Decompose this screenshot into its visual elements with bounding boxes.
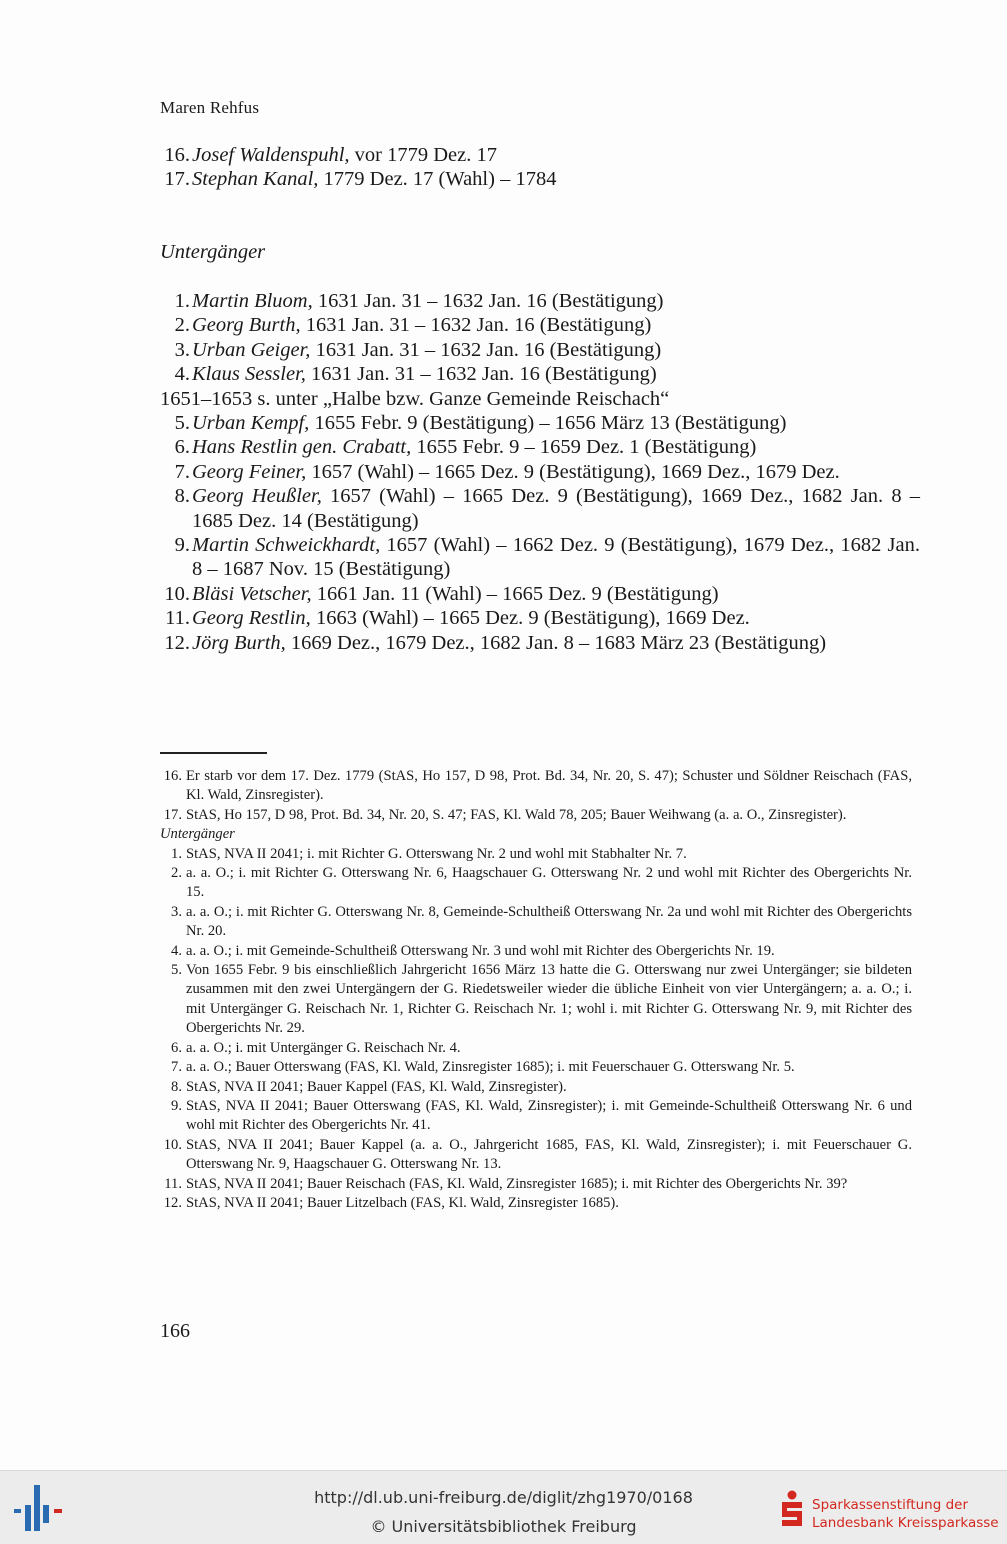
- item-number: 3.: [174, 338, 190, 361]
- footnote-text: StAS, NVA II 2041; i. mit Richter G. Otterswang Nr. 2 und wohl mit Stabhalter Nr. 7.: [186, 845, 687, 862]
- list-item: [160, 631, 920, 655]
- item-dates: 1631 Jan. 31 – 1632 Jan. 16 (Bestätigung): [312, 290, 664, 312]
- person-name: Josef Waldenspuhl,: [192, 144, 350, 166]
- list-item: [160, 338, 920, 362]
- footnote-text: a. a. O.; Bauer Otterswang (FAS, Kl. Wald, Zinsregister 1685); i. mit Feuerschauer G. Otterswang Nr. 5.: [186, 1059, 795, 1076]
- list-item: [160, 143, 920, 167]
- footnote: [160, 1078, 912, 1097]
- footnote-number: 11.: [164, 1175, 182, 1192]
- footnote-text: a. a. O.; i. mit Richter G. Otterswang Nr. 8, Gemeinde-Schultheiß Otterswang Nr. 2a und wohl mit Richter des Obergerichts Nr. 20.: [186, 903, 912, 940]
- item-dates: 1669 Dez., 1679 Dez., 1682 Jan. 8 – 1683 März 23 (Bestätigung): [285, 631, 827, 654]
- item-dates: 1655 Febr. 9 – 1659 Dez. 1 (Bestätigung): [411, 436, 757, 459]
- footnote-text: StAS, Ho 157, D 98, Prot. Bd. 34, Nr. 20, S. 47; FAS, Kl. Wald 78, 205; Bauer Weihwang (a. a. O., Zinsregister).: [186, 806, 847, 823]
- footnote-text: a. a. O.; i. mit Richter G. Otterswang Nr. 6, Haagschauer G. Otterswang Nr. 2 und wohl mit Richter des Obergerichts Nr. 15.: [186, 865, 912, 901]
- person-name: Martin Bluom,: [192, 290, 313, 312]
- footnote-number: 1.: [171, 845, 182, 862]
- footnote-number: 9.: [171, 1097, 182, 1114]
- person-name: Georg Restlin,: [192, 607, 311, 630]
- footnote-number: 10.: [163, 1136, 182, 1153]
- list-item: [160, 533, 920, 582]
- footnote-text: StAS, NVA II 2041; Bauer Reischach (FAS, Kl. Wald, Zinsregister 1685); i. mit Richter des Obergerichts Nr. 39?: [186, 1175, 848, 1192]
- item-number: 4.: [174, 363, 190, 386]
- item-dates: 1779 Dez. 17 (Wahl) – 1784: [318, 168, 557, 191]
- item-dates: 1663 (Wahl) – 1665 Dez. 9 (Bestätigung), 1669 Dez.: [310, 607, 750, 630]
- item-dates: 1631 Jan. 31 – 1632 Jan. 16 (Bestätigung): [310, 338, 662, 361]
- item-dates: vor 1779 Dez. 17: [349, 144, 498, 166]
- item-number: 5.: [174, 412, 190, 435]
- sponsor-line-1: Sparkassenstiftung der: [812, 1497, 969, 1513]
- footnote: [160, 767, 912, 806]
- item-dates: 1655 Febr. 9 (Bestätigung) – 1656 März 13 (Bestätigung): [309, 412, 787, 435]
- list-item: [160, 362, 920, 386]
- list-item: [160, 582, 920, 606]
- interlude-text: 1651–1653 s. unter „Halbe bzw. Ganze Gemeinde Reischach“: [160, 387, 670, 410]
- page-url-link[interactable]: http://dl.ub.uni-freiburg.de/diglit/zhg1970/0168: [314, 1488, 693, 1507]
- list-item: [160, 411, 920, 435]
- footnote-text: StAS, NVA II 2041; Bauer Kappel (a. a. O., Jahrgericht 1685, FAS, Kl. Wald, Zinsregister); i. mit Feuerschauer G. Otterswang Nr. 9, Haagschauer G. Otterswang Nr. 13.: [186, 1136, 912, 1173]
- running-head: Maren Rehfus: [160, 98, 260, 117]
- interlude-line: [160, 387, 920, 411]
- footnote: [160, 1175, 912, 1194]
- item-number: 1.: [174, 290, 190, 312]
- footnote-number: 4.: [171, 942, 182, 959]
- footnote-text: Er starb vor dem 17. Dez. 1779 (StAS, Ho 157, D 98, Prot. Bd. 34, Nr. 20, S. 47); Schuster und Söldner Reischach (FAS, Kl. Wald, Zinsregister).: [186, 768, 912, 804]
- footnote: [160, 961, 912, 1039]
- footnote: [160, 1058, 912, 1077]
- footnote: [160, 806, 912, 825]
- page-number: 166: [160, 1320, 190, 1342]
- footnote: [160, 1039, 912, 1058]
- item-number: 8.: [174, 485, 190, 508]
- footnote-divider: [160, 752, 267, 754]
- footnote-text: StAS, NVA II 2041; Bauer Kappel (FAS, Kl. Wald, Zinsregister).: [186, 1078, 567, 1095]
- list-item: [160, 167, 920, 191]
- footnotes: [160, 767, 912, 1213]
- item-number: 17.: [164, 168, 190, 191]
- list-item: [160, 289, 920, 313]
- list-item: [160, 460, 920, 484]
- person-name: Stephan Kanal,: [192, 168, 319, 191]
- footnote: [160, 942, 912, 961]
- item-number: 16.: [164, 144, 190, 166]
- list-item: [160, 484, 920, 533]
- item-dates: 1661 Jan. 11 (Wahl) – 1665 Dez. 9 (Bestätigung): [311, 582, 719, 605]
- intro-list: [160, 143, 920, 192]
- person-name: Bläsi Vetscher,: [192, 582, 312, 605]
- footnote: [160, 1194, 912, 1213]
- sparkasse-icon: [778, 1490, 806, 1528]
- footnote-number: 17.: [163, 806, 182, 823]
- footnote-subheading: [160, 825, 912, 844]
- item-dates: 1657 (Wahl) – 1662 Dez. 9 (Bestätigung), 1679 Dez., 1682 Jan. 8 – 1687 Nov. 15 (Bestätigung): [192, 534, 921, 581]
- untergaenger-list-a: [160, 289, 920, 655]
- person-name: Jörg Burth,: [192, 631, 286, 654]
- footnote-number: 5.: [171, 962, 182, 979]
- item-dates: 1657 (Wahl) – 1665 Dez. 9 (Bestätigung), 1669 Dez., 1679 Dez.: [306, 460, 840, 483]
- footnote: [160, 1136, 912, 1175]
- footnote-number: 8.: [171, 1078, 182, 1095]
- sponsor-line-2: Landesbank Kreissparkasse: [812, 1515, 999, 1531]
- item-number: 2.: [174, 314, 190, 337]
- footnote-number: 3.: [171, 903, 182, 920]
- item-dates: 1657 (Wahl) – 1665 Dez. 9 (Bestätigung), 1669 Dez., 1682 Jan. 8 – 1685 Dez. 14 (Bestätigung): [192, 485, 920, 532]
- person-name: Martin Schweickhardt,: [192, 534, 381, 557]
- sponsor-logo: [778, 1486, 1002, 1532]
- footnote-number: 12.: [163, 1194, 182, 1211]
- footnote-text: Untergänger: [160, 826, 235, 843]
- footnote-number: 7.: [171, 1059, 182, 1076]
- footnote-text: a. a. O.; i. mit Untergänger G. Reischach Nr. 4.: [186, 1039, 461, 1056]
- footnote-number: 16.: [163, 768, 182, 784]
- footnote-text: StAS, NVA II 2041; Bauer Otterswang (FAS, Kl. Wald, Zinsregister); i. mit Gemeinde-Schultheiß Otterswang Nr. 6 und wohl mit Richter des Obergerichts Nr. 41.: [186, 1097, 912, 1134]
- item-number: 6.: [174, 436, 190, 459]
- person-name: Georg Burth,: [192, 314, 301, 337]
- footnote: [160, 1097, 912, 1136]
- item-dates: 1631 Jan. 31 – 1632 Jan. 16 (Bestätigung): [305, 363, 657, 386]
- footnote: [160, 845, 912, 864]
- footnote-number: 2.: [171, 865, 182, 882]
- person-name: Urban Kempf,: [192, 412, 310, 435]
- item-number: 9.: [174, 534, 190, 557]
- item-number: 11.: [165, 607, 190, 630]
- item-dates: 1631 Jan. 31 – 1632 Jan. 16 (Bestätigung): [300, 314, 652, 337]
- item-number: 10.: [164, 582, 190, 605]
- footnote-number: 6.: [171, 1039, 182, 1056]
- person-name: Georg Heußler,: [192, 485, 322, 508]
- copyright-text: © Universitätsbibliothek Freiburg: [370, 1517, 637, 1536]
- item-number: 12.: [164, 631, 190, 654]
- person-name: Klaus Sessler,: [192, 363, 306, 386]
- list-item: [160, 435, 920, 459]
- person-name: Hans Restlin gen. Crabatt,: [192, 436, 412, 459]
- section-heading: Untergänger: [160, 241, 266, 263]
- footnote: [160, 903, 912, 942]
- viewer-footer: [0, 1470, 1007, 1544]
- footnote: [160, 864, 912, 903]
- item-number: 7.: [174, 460, 190, 483]
- list-item: [160, 606, 920, 630]
- footnote-text: a. a. O.; i. mit Gemeinde-Schultheiß Otterswang Nr. 3 und wohl mit Richter des Obergerichts Nr. 19.: [186, 942, 775, 959]
- person-name: Georg Feiner,: [192, 460, 307, 483]
- list-item: [160, 313, 920, 337]
- person-name: Urban Geiger,: [192, 338, 311, 361]
- footnote-text: StAS, NVA II 2041; Bauer Litzelbach (FAS, Kl. Wald, Zinsregister 1685).: [186, 1194, 619, 1211]
- footnote-text: Von 1655 Febr. 9 bis einschließlich Jahrgericht 1656 März 13 hatte die G. Otterswang nur zwei Untergänger; sie bildeten zusammen mit den zwei Untergängern der G. Riedetsweiler wieder die übliche Einheit von vier Untergängern; a. a. O.; i. mit Untergänger G. Reischach Nr. 1, Richter G. Reischach Nr. 1; wohl i. mit Richter G. Otterswang Nr. 9, mit Richter des Obergerichts Nr. 29.: [186, 962, 912, 1037]
